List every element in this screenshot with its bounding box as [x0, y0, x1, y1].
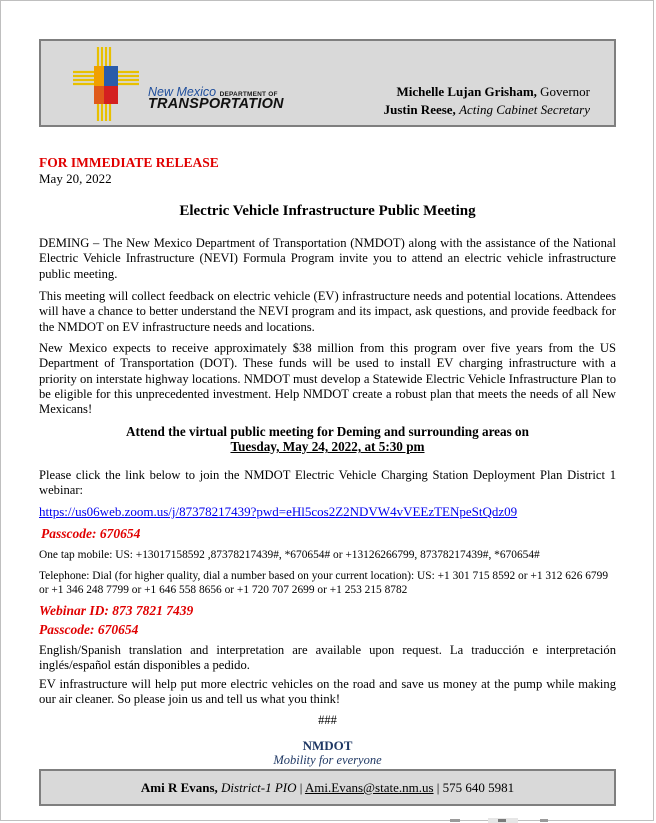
paragraph-funding: New Mexico expects to receive approximately $38 million from this program over five years from the US Department of Transportation (DOT). These funds will be used to install EV charging infrastructure with a priority on interstate highway locations. NMDOT must develop a Statewide Electric Vehicle Infrastructure Plan to be eligible for this unprecedented investment. Help NMDOT create a robust plan that meets the needs of all New Mexicans!: [39, 341, 616, 417]
signoff-org: NMDOT: [302, 738, 353, 753]
passcode-1: Passcode: 670654: [41, 526, 141, 541]
end-marks: ###: [318, 713, 337, 727]
passcode-2: Passcode: 670654: [39, 622, 139, 637]
telephone-numbers: Telephone: Dial (for higher quality, dial a number based on your current location): US: +1 301 715 8592 or +1 312 626 6799 or +1 346 248 7799 or +1 646 558 8656 or +1 720 707 2699 or +1 253 215 8782: [39, 570, 609, 596]
contact-role: District-1 PIO: [221, 780, 297, 795]
release-label: FOR IMMEDIATE RELEASE: [39, 155, 219, 170]
status-bar-fragment: [380, 815, 580, 823]
governor-line: Michelle Lujan Grisham, Governor: [396, 84, 590, 99]
closing-paragraph: EV infrastructure will help put more electric vehicles on the road and save us money at the pump while making our air cleaner. So please join us and tell us what you think!: [39, 677, 616, 707]
logo-wordmark-top: New Mexico DEPARTMENT OF: [148, 85, 278, 99]
letterhead: [39, 39, 616, 127]
webinar-id: Webinar ID: 873 7821 7439: [39, 603, 194, 618]
paragraph-meeting-purpose: This meeting will collect feedback on electric vehicle (EV) infrastructure needs and potential locations. Attendees will have a chance to better understand the NEVI program and its impact, ask questions, and provide feedback for the NMDOT on EV infrastructure needs and locations.: [39, 289, 616, 334]
page-title: Electric Vehicle Infrastructure Public Meeting: [179, 203, 476, 219]
one-tap-mobile: One tap mobile: US: +13017158592 ,87378217439#, *670654# or +13126266799, 87378217439#, *670654#: [39, 549, 540, 561]
release-date: May 20, 2022: [39, 171, 112, 186]
separator: |: [436, 780, 440, 795]
paragraph-intro: DEMING – The New Mexico Department of Transportation (NMDOT) along with the assistance of the National Electric Vehicle Infrastructure (NEVI) Formula Program invite you to attend an electric vehicle infrastructure public meeting.: [39, 236, 616, 281]
meeting-datetime: Tuesday, May 24, 2022, at 5:30 pm: [230, 439, 425, 454]
meeting-line: Attend the virtual public meeting for Deming and surrounding areas on: [126, 424, 529, 439]
join-instructions: Please click the link below to join the NMDOT Electric Vehicle Charging Station Deployment Plan District 1 webinar:: [39, 468, 616, 498]
contact-phone: 575 640 5981: [442, 780, 515, 795]
zoom-link[interactable]: https://us06web.zoom.us/j/87378217439?pwd=eHl5cos2Z2NDVW4vVEEzTENpeStQdz09: [39, 504, 518, 519]
contact-name: Ami R Evans,: [140, 780, 218, 795]
contact-email-link[interactable]: Ami.Evans@state.nm.us: [304, 780, 434, 795]
secretary-line: Justin Reese, Acting Cabinet Secretary: [383, 102, 590, 117]
translation-note: English/Spanish translation and interpretation are available upon request. La traducción e interpretación inglés/español están disponibles a pedido.: [39, 643, 616, 673]
zia-sun-logo-icon: [67, 45, 145, 123]
separator: |: [299, 780, 303, 795]
signoff-tagline: Mobility for everyone: [273, 753, 382, 767]
logo-wordmark-bottom: TRANSPORTATION: [148, 96, 284, 112]
contact-footer: [39, 769, 616, 806]
meeting-announcement: [39, 424, 616, 454]
